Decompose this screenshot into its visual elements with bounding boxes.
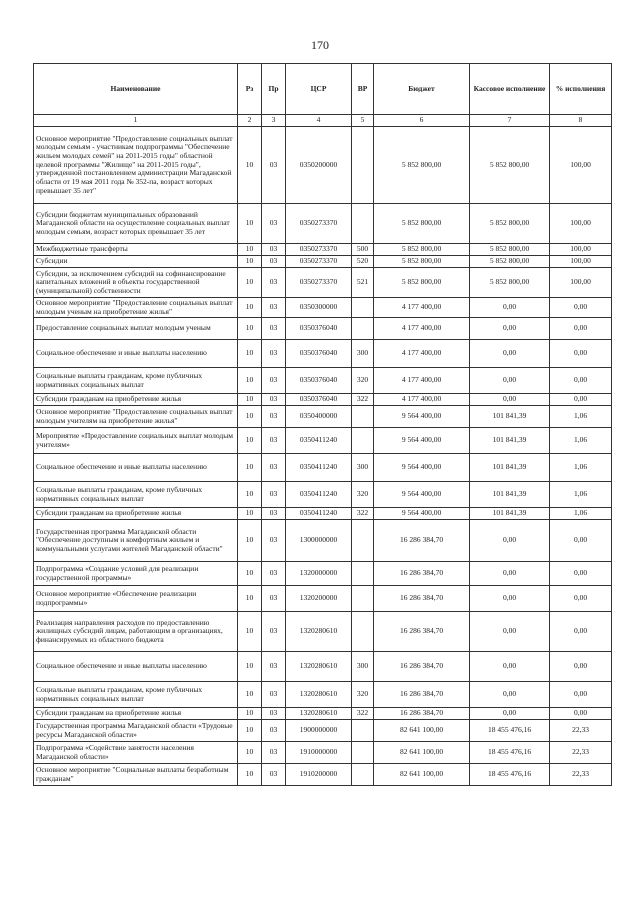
row-name: Социальные выплаты гражданам, кроме публичных нормативных социальных выплат bbox=[34, 482, 238, 508]
row-vr: 320 bbox=[352, 482, 374, 508]
row-vr bbox=[352, 127, 374, 204]
row-cash: 0,00 bbox=[470, 562, 550, 586]
row-cash: 101 841,39 bbox=[470, 406, 550, 428]
row-cash: 5 852 800,00 bbox=[470, 256, 550, 268]
row-csr: 1300000000 bbox=[286, 520, 352, 562]
row-pr: 03 bbox=[262, 708, 286, 720]
row-name: Основное мероприятие "Предоставление социальных выплат молодым ученым на приобретение жилья" bbox=[34, 298, 238, 318]
table-row bbox=[34, 720, 612, 742]
row-name: Субсидии, за исключением субсидий на софинансирование капитальных вложений в объекты государственной (муниципальной) собственности bbox=[34, 268, 238, 298]
table-row bbox=[34, 482, 612, 508]
row-rz: 10 bbox=[238, 586, 262, 612]
row-cash: 0,00 bbox=[470, 394, 550, 406]
row-percent: 1,06 bbox=[550, 454, 612, 482]
row-rz: 10 bbox=[238, 340, 262, 368]
row-percent: 100,00 bbox=[550, 204, 612, 244]
row-percent: 0,00 bbox=[550, 652, 612, 682]
table-row bbox=[34, 682, 612, 708]
row-name: Социальное обеспечение и иные выплаты населению bbox=[34, 454, 238, 482]
budget-table bbox=[33, 63, 612, 786]
header-percent: % исполнения bbox=[550, 64, 612, 115]
row-rz: 10 bbox=[238, 368, 262, 394]
row-budget: 16 286 384,70 bbox=[374, 586, 470, 612]
row-percent: 22,33 bbox=[550, 764, 612, 786]
row-name: Мероприятие «Предоставление социальных выплат молодым учителям» bbox=[34, 428, 238, 454]
row-percent: 100,00 bbox=[550, 268, 612, 298]
row-pr: 03 bbox=[262, 682, 286, 708]
row-rz: 10 bbox=[238, 454, 262, 482]
row-percent: 0,00 bbox=[550, 298, 612, 318]
row-budget: 82 641 100,00 bbox=[374, 764, 470, 786]
row-percent: 0,00 bbox=[550, 586, 612, 612]
row-cash: 101 841,39 bbox=[470, 508, 550, 520]
row-percent: 0,00 bbox=[550, 520, 612, 562]
row-name: Субсидии гражданам на приобретение жилья bbox=[34, 394, 238, 406]
row-rz: 10 bbox=[238, 127, 262, 204]
table-header-row bbox=[34, 64, 612, 115]
row-pr: 03 bbox=[262, 454, 286, 482]
table-row bbox=[34, 562, 612, 586]
row-pr: 03 bbox=[262, 368, 286, 394]
row-percent: 100,00 bbox=[550, 256, 612, 268]
column-number: 7 bbox=[470, 115, 550, 127]
table-row bbox=[34, 520, 612, 562]
row-vr: 322 bbox=[352, 394, 374, 406]
row-csr: 0350376040 bbox=[286, 394, 352, 406]
row-vr bbox=[352, 428, 374, 454]
row-cash: 5 852 800,00 bbox=[470, 268, 550, 298]
table-row bbox=[34, 508, 612, 520]
column-number: 2 bbox=[238, 115, 262, 127]
row-percent: 0,00 bbox=[550, 562, 612, 586]
row-pr: 03 bbox=[262, 127, 286, 204]
row-rz: 10 bbox=[238, 394, 262, 406]
page-number: 170 bbox=[311, 38, 329, 52]
row-cash: 0,00 bbox=[470, 318, 550, 340]
row-vr: 520 bbox=[352, 256, 374, 268]
row-vr: 521 bbox=[352, 268, 374, 298]
row-csr: 0350411240 bbox=[286, 482, 352, 508]
row-pr: 03 bbox=[262, 298, 286, 318]
row-csr: 1320280610 bbox=[286, 682, 352, 708]
row-rz: 10 bbox=[238, 256, 262, 268]
row-pr: 03 bbox=[262, 244, 286, 256]
row-pr: 03 bbox=[262, 764, 286, 786]
row-rz: 10 bbox=[238, 244, 262, 256]
table-row bbox=[34, 394, 612, 406]
row-cash: 0,00 bbox=[470, 586, 550, 612]
row-pr: 03 bbox=[262, 482, 286, 508]
row-percent: 1,06 bbox=[550, 428, 612, 454]
row-csr: 0350300000 bbox=[286, 298, 352, 318]
row-cash: 5 852 800,00 bbox=[470, 244, 550, 256]
row-name: Подпрограмма «Создание условий для реализации государственной программы» bbox=[34, 562, 238, 586]
row-percent: 0,00 bbox=[550, 318, 612, 340]
row-vr: 320 bbox=[352, 682, 374, 708]
column-number: 5 bbox=[352, 115, 374, 127]
row-vr: 322 bbox=[352, 508, 374, 520]
row-percent: 100,00 bbox=[550, 244, 612, 256]
row-pr: 03 bbox=[262, 318, 286, 340]
table-row bbox=[34, 586, 612, 612]
table-row bbox=[34, 454, 612, 482]
table-row bbox=[34, 318, 612, 340]
row-cash: 0,00 bbox=[470, 368, 550, 394]
row-budget: 5 852 800,00 bbox=[374, 268, 470, 298]
row-name: Основное мероприятие «Обеспечение реализации подпрограммы» bbox=[34, 586, 238, 612]
row-rz: 10 bbox=[238, 268, 262, 298]
row-name: Реализация направления расходов по предоставлению жилищных субсидий лицам, работающим в организациях, финансируемых из областного бюджета bbox=[34, 612, 238, 652]
row-percent: 1,06 bbox=[550, 406, 612, 428]
row-pr: 03 bbox=[262, 586, 286, 612]
row-csr: 0350273370 bbox=[286, 256, 352, 268]
row-budget: 4 177 400,00 bbox=[374, 340, 470, 368]
row-vr bbox=[352, 298, 374, 318]
row-pr: 03 bbox=[262, 508, 286, 520]
row-percent: 100,00 bbox=[550, 127, 612, 204]
row-rz: 10 bbox=[238, 428, 262, 454]
column-number: 8 bbox=[550, 115, 612, 127]
row-pr: 03 bbox=[262, 204, 286, 244]
row-vr bbox=[352, 204, 374, 244]
row-percent: 0,00 bbox=[550, 612, 612, 652]
row-percent: 0,00 bbox=[550, 708, 612, 720]
row-name: Предоставление социальных выплат молодым ученым bbox=[34, 318, 238, 340]
row-csr: 0350200000 bbox=[286, 127, 352, 204]
row-name: Субсидии гражданам на приобретение жилья bbox=[34, 508, 238, 520]
row-csr: 0350376040 bbox=[286, 368, 352, 394]
row-name: Основное мероприятие "Социальные выплаты безработным гражданам" bbox=[34, 764, 238, 786]
row-pr: 03 bbox=[262, 520, 286, 562]
row-rz: 10 bbox=[238, 204, 262, 244]
row-pr: 03 bbox=[262, 256, 286, 268]
row-cash: 5 852 800,00 bbox=[470, 204, 550, 244]
row-csr: 1910200000 bbox=[286, 764, 352, 786]
row-csr: 1320280610 bbox=[286, 652, 352, 682]
header-name: Наименование bbox=[34, 64, 238, 115]
row-csr: 1320000000 bbox=[286, 562, 352, 586]
row-name: Социальное обеспечение и иные выплаты населению bbox=[34, 340, 238, 368]
row-cash: 0,00 bbox=[470, 682, 550, 708]
column-number: 4 bbox=[286, 115, 352, 127]
row-csr: 0350400000 bbox=[286, 406, 352, 428]
table-row bbox=[34, 127, 612, 204]
row-budget: 4 177 400,00 bbox=[374, 394, 470, 406]
row-cash: 0,00 bbox=[470, 340, 550, 368]
row-vr bbox=[352, 318, 374, 340]
row-cash: 18 455 476,16 bbox=[470, 720, 550, 742]
row-name: Субсидии гражданам на приобретение жилья bbox=[34, 708, 238, 720]
row-budget: 9 564 400,00 bbox=[374, 454, 470, 482]
row-budget: 16 286 384,70 bbox=[374, 520, 470, 562]
row-cash: 0,00 bbox=[470, 652, 550, 682]
row-pr: 03 bbox=[262, 428, 286, 454]
row-name: Социальные выплаты гражданам, кроме публичных нормативных социальных выплат bbox=[34, 682, 238, 708]
row-csr: 0350273370 bbox=[286, 204, 352, 244]
row-rz: 10 bbox=[238, 520, 262, 562]
row-rz: 10 bbox=[238, 508, 262, 520]
row-csr: 0350273370 bbox=[286, 268, 352, 298]
header-rz: Рз bbox=[238, 64, 262, 115]
row-vr bbox=[352, 612, 374, 652]
row-csr: 1320280610 bbox=[286, 612, 352, 652]
row-pr: 03 bbox=[262, 406, 286, 428]
table-row bbox=[34, 368, 612, 394]
table-row bbox=[34, 612, 612, 652]
row-vr bbox=[352, 406, 374, 428]
row-csr: 0350376040 bbox=[286, 340, 352, 368]
table-row bbox=[34, 428, 612, 454]
row-vr: 300 bbox=[352, 340, 374, 368]
row-pr: 03 bbox=[262, 394, 286, 406]
row-vr bbox=[352, 764, 374, 786]
row-pr: 03 bbox=[262, 340, 286, 368]
row-rz: 10 bbox=[238, 742, 262, 764]
row-budget: 9 564 400,00 bbox=[374, 508, 470, 520]
row-name: Государственная программа Магаданской области "Обеспечение доступным и комфортным жильем и коммунальными услугами жителей Магаданской области" bbox=[34, 520, 238, 562]
row-pr: 03 bbox=[262, 652, 286, 682]
row-cash: 101 841,39 bbox=[470, 428, 550, 454]
row-cash: 18 455 476,16 bbox=[470, 742, 550, 764]
row-budget: 5 852 800,00 bbox=[374, 256, 470, 268]
row-csr: 0350411240 bbox=[286, 454, 352, 482]
table-row bbox=[34, 742, 612, 764]
row-vr bbox=[352, 586, 374, 612]
column-number: 3 bbox=[262, 115, 286, 127]
row-cash: 0,00 bbox=[470, 708, 550, 720]
row-budget: 16 286 384,70 bbox=[374, 562, 470, 586]
row-name: Государственная программа Магаданской области «Трудовые ресурсы Магаданской области» bbox=[34, 720, 238, 742]
row-cash: 0,00 bbox=[470, 520, 550, 562]
header-csr: ЦСР bbox=[286, 64, 352, 115]
column-number: 6 bbox=[374, 115, 470, 127]
row-csr: 1320200000 bbox=[286, 586, 352, 612]
row-percent: 0,00 bbox=[550, 340, 612, 368]
row-rz: 10 bbox=[238, 298, 262, 318]
row-rz: 10 bbox=[238, 708, 262, 720]
row-percent: 22,33 bbox=[550, 742, 612, 764]
row-csr: 0350273370 bbox=[286, 244, 352, 256]
row-rz: 10 bbox=[238, 612, 262, 652]
row-budget: 16 286 384,70 bbox=[374, 708, 470, 720]
table-row bbox=[34, 652, 612, 682]
row-csr: 1910000000 bbox=[286, 742, 352, 764]
row-percent: 0,00 bbox=[550, 682, 612, 708]
table-row bbox=[34, 244, 612, 256]
row-vr: 300 bbox=[352, 454, 374, 482]
column-number: 1 bbox=[34, 115, 238, 127]
row-budget: 9 564 400,00 bbox=[374, 482, 470, 508]
header-cash: Кассовое исполнение bbox=[470, 64, 550, 115]
column-number-row bbox=[34, 115, 612, 127]
row-budget: 5 852 800,00 bbox=[374, 244, 470, 256]
row-rz: 10 bbox=[238, 562, 262, 586]
row-vr: 300 bbox=[352, 652, 374, 682]
row-name: Основное мероприятие "Предоставление социальных выплат молодым семьям - участникам подпрограммы "Обеспечение жильем молодых семей" на 2011-2015 годы" областной целевой программы "Жилище" на 2011-2015 годы", утвержденной постановлением администрации Магаданской области от 19 мая 2011 года № 352-па, возраст которых превышает 35 лет" bbox=[34, 127, 238, 204]
row-percent: 22,33 bbox=[550, 720, 612, 742]
table-row bbox=[34, 406, 612, 428]
row-percent: 0,00 bbox=[550, 394, 612, 406]
row-rz: 10 bbox=[238, 682, 262, 708]
row-rz: 10 bbox=[238, 720, 262, 742]
row-vr: 500 bbox=[352, 244, 374, 256]
row-rz: 10 bbox=[238, 652, 262, 682]
row-cash: 0,00 bbox=[470, 298, 550, 318]
table-row bbox=[34, 204, 612, 244]
row-cash: 101 841,39 bbox=[470, 482, 550, 508]
table-row bbox=[34, 764, 612, 786]
row-name: Субсидии bbox=[34, 256, 238, 268]
row-budget: 5 852 800,00 bbox=[374, 204, 470, 244]
row-cash: 0,00 bbox=[470, 612, 550, 652]
row-csr: 0350376040 bbox=[286, 318, 352, 340]
table-row bbox=[34, 268, 612, 298]
row-name: Подпрограмма «Содействие занятости населения Магаданской области» bbox=[34, 742, 238, 764]
row-budget: 9 564 400,00 bbox=[374, 428, 470, 454]
header-pr: Пр bbox=[262, 64, 286, 115]
row-rz: 10 bbox=[238, 318, 262, 340]
row-budget: 16 286 384,70 bbox=[374, 682, 470, 708]
row-rz: 10 bbox=[238, 406, 262, 428]
row-csr: 0350411240 bbox=[286, 428, 352, 454]
row-pr: 03 bbox=[262, 742, 286, 764]
row-vr bbox=[352, 520, 374, 562]
row-vr: 322 bbox=[352, 708, 374, 720]
row-percent: 1,06 bbox=[550, 482, 612, 508]
row-csr: 1320280610 bbox=[286, 708, 352, 720]
row-pr: 03 bbox=[262, 720, 286, 742]
row-csr: 0350411240 bbox=[286, 508, 352, 520]
row-vr bbox=[352, 562, 374, 586]
table-body bbox=[34, 127, 612, 786]
row-budget: 4 177 400,00 bbox=[374, 318, 470, 340]
row-name: Субсидии бюджетам муниципальных образований Магаданской области на осуществление социальных выплат молодым семьям, возраст которых превышает 35 лет bbox=[34, 204, 238, 244]
header-vr: ВР bbox=[352, 64, 374, 115]
row-name: Социальное обеспечение и иные выплаты населению bbox=[34, 652, 238, 682]
row-rz: 10 bbox=[238, 482, 262, 508]
row-budget: 16 286 384,70 bbox=[374, 652, 470, 682]
row-pr: 03 bbox=[262, 562, 286, 586]
table-row bbox=[34, 340, 612, 368]
row-name: Межбюджетные трансферты bbox=[34, 244, 238, 256]
row-name: Основное мероприятие "Предоставление социальных выплат молодым учителям на приобретение жилья" bbox=[34, 406, 238, 428]
row-csr: 1900000000 bbox=[286, 720, 352, 742]
row-budget: 9 564 400,00 bbox=[374, 406, 470, 428]
row-pr: 03 bbox=[262, 612, 286, 652]
table-row bbox=[34, 256, 612, 268]
row-vr bbox=[352, 720, 374, 742]
row-percent: 1,06 bbox=[550, 508, 612, 520]
row-budget: 5 852 800,00 bbox=[374, 127, 470, 204]
row-budget: 4 177 400,00 bbox=[374, 368, 470, 394]
row-budget: 4 177 400,00 bbox=[374, 298, 470, 318]
row-budget: 82 641 100,00 bbox=[374, 720, 470, 742]
row-cash: 101 841,39 bbox=[470, 454, 550, 482]
row-budget: 16 286 384,70 bbox=[374, 612, 470, 652]
row-name: Социальные выплаты гражданам, кроме публичных нормативных социальных выплат bbox=[34, 368, 238, 394]
table-row bbox=[34, 708, 612, 720]
row-percent: 0,00 bbox=[550, 368, 612, 394]
header-budget: Бюджет bbox=[374, 64, 470, 115]
row-vr: 320 bbox=[352, 368, 374, 394]
row-cash: 5 852 800,00 bbox=[470, 127, 550, 204]
row-cash: 18 455 476,16 bbox=[470, 764, 550, 786]
row-budget: 82 641 100,00 bbox=[374, 742, 470, 764]
table-row bbox=[34, 298, 612, 318]
row-pr: 03 bbox=[262, 268, 286, 298]
row-rz: 10 bbox=[238, 764, 262, 786]
row-vr bbox=[352, 742, 374, 764]
